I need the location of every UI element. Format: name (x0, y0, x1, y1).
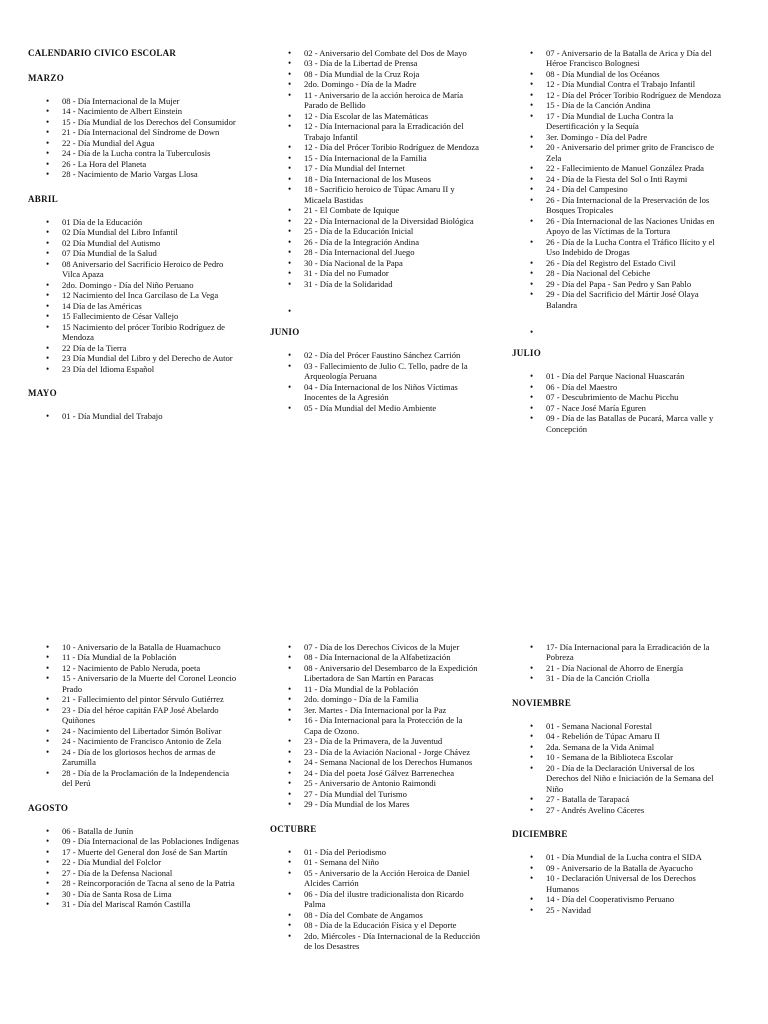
list-item: • 28 - Día Internacional del Juego (270, 247, 482, 257)
list-item: • 30 - Día de Santa Rosa de Lima (28, 889, 240, 899)
list-item: • 01 - Día del Periodismo (270, 847, 482, 857)
list-item: • 07 - Aniversario de la Batalla de Arica y Día del Héroe Francisco Bolognesi (512, 48, 722, 69)
list-item: • 2do. domingo - Día de la Familia (270, 694, 482, 704)
list-item: • 28 - Día Nacional del Cebiche (512, 268, 722, 278)
event-list-julio (512, 371, 722, 434)
list-item: • 27 - Andrés Avelino Cáceres (512, 805, 722, 815)
list-item: • 31 - Día del no Fumador (270, 268, 482, 278)
list-item: • 29 - Día del Papa - San Pedro y San Pablo (512, 279, 722, 289)
empty-list-item (270, 289, 482, 317)
list-item: • 24 - Día de la Lucha contra la Tuberculosis (28, 148, 240, 158)
list-item: • 14 - Día del Cooperativismo Peruano (512, 894, 722, 904)
list-item: • 3er. Martes - Día Internacional por la Paz (270, 705, 482, 715)
list-item: • 24 - Día del poeta José Gálvez Barrenechea (270, 768, 482, 778)
list-item: • 12 - Día del Prócer Toribio Rodríguez de Mendoza (512, 90, 722, 100)
list-item: • 24 - Día de los gloriosos hechos de armas de Zarumilla (28, 747, 240, 768)
month-heading-abril: ABRIL (28, 193, 59, 204)
list-item: • 22 Día de la Tierra (28, 343, 240, 353)
list-item: • 27 - Batalla de Tarapacá (512, 794, 722, 804)
month-heading-marzo: MARZO (28, 72, 64, 83)
list-item: • 06 - Batalla de Junín (28, 826, 240, 836)
list-item: • 10 - Semana de la Biblioteca Escolar (512, 752, 722, 762)
list-item: • 01 Día de la Educación (28, 217, 240, 227)
column-2 (270, 48, 482, 413)
list-item: • 17 - Día Mundial del Internet (270, 163, 482, 173)
list-item: • 15 - Día Mundial de los Derechos del Consumidor (28, 117, 240, 127)
list-item: • 28 - Día de la Proclamación de la Independencia del Perú (28, 768, 240, 789)
list-item: • 29 - Día Mundial de los Mares (270, 799, 482, 809)
month-heading-junio: JUNIO (270, 327, 300, 338)
list-item: • 05 - Aniversario de la Acción Heroica de Daniel Alcides Carrión (270, 868, 482, 889)
list-item: • 20 - Aniversario del primer grito de Francisco de Zela (512, 142, 722, 163)
list-item: • 23 - Día del héroe capitán FAP José Abelardo Quiñones (28, 705, 240, 726)
column-3 (512, 48, 722, 434)
list-item: • 21 - El Combate de Iquique (270, 205, 482, 215)
list-item: • 04 - Rebelión de Túpac Amaru II (512, 731, 722, 741)
list-item: • 21 - Fallecimiento del pintor Sérvulo Gutiérrez (28, 694, 240, 704)
list-item: • 24 - Nacimiento de Francisco Antonio de Zela (28, 736, 240, 746)
list-item: • 22 - Día Mundial del Agua (28, 138, 240, 148)
event-list-septiembre (270, 642, 482, 810)
list-item: • 23 - Día de la Aviación Nacional - Jorge Chávez (270, 747, 482, 757)
list-item: • 08 - Día del Combate de Angamos (270, 910, 482, 920)
list-item: • 24 - Día del Campesino (512, 184, 722, 194)
list-item: • 02 Día Mundial del Autismo (28, 238, 240, 248)
list-item: • 26 - Día Internacional de las Naciones Unidas en Apoyo de las Víctimas de la Tortura (512, 216, 722, 237)
column-6 (512, 642, 722, 915)
month-heading-julio: JULIO (512, 348, 542, 359)
event-list-marzo (28, 96, 240, 180)
list-item: • 12 - Día del Prócer Toribio Rodríguez de Mendoza (270, 142, 482, 152)
list-item: • 23 - Día de la Primavera, de la Juventud (270, 736, 482, 746)
column-4 (28, 642, 240, 910)
list-item: • 21 - Día Internacional del Síndrome de Down (28, 127, 240, 137)
column-5 (270, 642, 482, 1024)
list-item: • 01 - Día del Parque Nacional Huascarán (512, 371, 722, 381)
list-item: • 29 - Día del Sacrificio del Mártir José Olaya Balandra (512, 289, 722, 310)
event-list-mayo (28, 411, 240, 421)
list-item: • 12 Nacimiento del Inca Garcilaso de La Vega (28, 290, 240, 300)
month-heading-agosto: AGOSTO (28, 802, 69, 813)
list-item: • 27 - Día Mundial del Turismo (270, 789, 482, 799)
list-item: • 07 - Nace José María Eguren (512, 403, 722, 413)
list-item: • 28 - Reincorporación de Tacna al seno de la Patria (28, 878, 240, 888)
document-title: CALENDARIO CIVICO ESCOLAR (28, 48, 177, 58)
list-item: • 2da. Semana de la Vida Animal (512, 742, 722, 752)
list-item: • 25 - Aniversario de Antonio Raimondi (270, 778, 482, 788)
month-heading-mayo: MAYO (28, 388, 57, 399)
list-item: • 17- Día Internacional para la Erradicación de la Pobreza (512, 642, 722, 663)
list-item: • 28 - Nacimiento de Mario Vargas Llosa (28, 169, 240, 179)
list-item: • 15 - Aniversario de la Muerte del Coronel Leoncio Prado (28, 673, 240, 694)
list-item: • 01 - Semana Nacional Forestal (512, 721, 722, 731)
list-item: • 15 Fallecimiento de César Vallejo (28, 311, 240, 321)
list-item: • 11 - Día Mundial de la Población (270, 684, 482, 694)
list-item: • 08 - Día Internacional de la Mujer (28, 96, 240, 106)
list-item: • 04 - Día Internacional de los Niños Víctimas Inocentes de la Agresión (270, 382, 482, 403)
month-heading-noviembre: NOVIEMBRE (512, 697, 572, 708)
list-item: • 09 - Día Internacional de las Poblaciones Indígenas (28, 836, 240, 846)
list-item: • 24 - Día de la Fiesta del Sol o Inti Raymi (512, 174, 722, 184)
list-item: • 08 - Día Mundial de los Océanos (512, 69, 722, 79)
event-list-octubre-continued (512, 642, 722, 684)
list-item: • 2do. Domingo - Día del Niño Peruano (28, 280, 240, 290)
list-item: • 07 - Descubrimiento de Machu Picchu (512, 392, 722, 402)
event-list-diciembre (512, 852, 722, 915)
list-item: • 18 - Día Internacional de los Museos (270, 174, 482, 184)
list-item: • 22 - Día Mundial del Folclor (28, 857, 240, 867)
list-item: • 06 - Día del Maestro (512, 382, 722, 392)
event-list-abril (28, 217, 240, 374)
list-item: • 10 - Declaración Universal de los Derechos Humanos (512, 873, 722, 894)
event-list-agosto (28, 826, 240, 910)
list-item: • 14 - Nacimiento de Albert Einstein (28, 106, 240, 116)
list-item: • 03 - Día de la Libertad de Prensa (270, 58, 482, 68)
list-item: • 01 - Día Mundial de la Lucha contra el SIDA (512, 852, 722, 862)
list-item: • 08 - Aniversario del Desembarco de la Expedición Libertadora de San Martín en Paracas (270, 663, 482, 684)
list-item: • 21 - Día Nacional de Ahorro de Energía (512, 663, 722, 673)
list-item: • 02 Día Mundial del Libro Infantil (28, 227, 240, 237)
event-list-junio-continued (512, 48, 722, 310)
list-item: • 25 - Día de la Educación Inicial (270, 226, 482, 236)
list-item: • 16 - Día Internacional para la Protección de la Capa de Ozono. (270, 715, 482, 736)
list-item: • 12 - Día Escolar de las Matemáticas (270, 111, 482, 121)
list-item: • 05 - Día Mundial del Medio Ambiente (270, 403, 482, 413)
list-item: • 07 - Día de los Derechos Cívicos de la Mujer (270, 642, 482, 652)
list-item: • 27 - Día de la Defensa Nacional (28, 868, 240, 878)
list-item: • 31 - Día de la Canción Criolla (512, 673, 722, 683)
list-item: • 02 - Día del Prócer Faustino Sánchez Carrión (270, 350, 482, 360)
month-heading-diciembre: DICIEMBRE (512, 829, 568, 840)
list-item: • 2do. Domingo - Día de la Madre (270, 79, 482, 89)
list-item: • 26 - Día de la Integración Andina (270, 237, 482, 247)
list-item: • 22 - Fallecimiento de Manuel González Prada (512, 163, 722, 173)
list-item: • 22 - Día Internacional de la Diversidad Biológica (270, 216, 482, 226)
list-item: • 08 - Día Internacional de la Alfabetización (270, 652, 482, 662)
list-item: • 20 - Día de la Declaración Universal de los Derechos del Niño e Iniciación de la Semana del Niño (512, 763, 722, 794)
list-item: • 11 - Aniversario de la acción heroica de María Parado de Bellido (270, 90, 482, 111)
list-item: • 09 - Día de las Batallas de Pucará, Marca valle y Concepción (512, 413, 722, 434)
list-item: • 25 - Navidad (512, 905, 722, 915)
event-list-mayo-continued (270, 48, 482, 289)
list-item: • 08 - Día Mundial de la Cruz Roja (270, 69, 482, 79)
event-list-noviembre (512, 721, 722, 815)
list-item: • 3er. Domingo - Día del Padre (512, 132, 722, 142)
event-list-junio (270, 350, 482, 413)
list-item: • 12 - Día Internacional para la Erradicación del Trabajo Infantil (270, 121, 482, 142)
list-item: • 12 - Día Mundial Contra el Trabajo Infantil (512, 79, 722, 89)
list-item: • 26 - La Hora del Planeta (28, 159, 240, 169)
list-item: • 24 - Semana Nacional de los Derechos Humanos (270, 757, 482, 767)
list-item: • 15 - Día de la Canción Andina (512, 100, 722, 110)
list-item: • 01 - Semana del Niño (270, 857, 482, 867)
list-item: • 17 - Día Mundial de Lucha Contra la Desertificación y la Sequía (512, 111, 722, 132)
event-list-julio-continued (28, 642, 240, 789)
list-item: • 11 - Día Mundial de la Población (28, 652, 240, 662)
list-item: • 08 Aniversario del Sacrificio Heroico de Pedro Vilca Apaza (28, 259, 240, 280)
list-item: • 31 - Día del Mariscal Ramón Castilla (28, 899, 240, 909)
list-item: • 15 Nacimiento del prócer Toribio Rodríguez de Mendoza (28, 322, 240, 343)
list-item: • 17 - Muerte del General don José de San Martín (28, 847, 240, 857)
list-item: • 01 - Día Mundial del Trabajo (28, 411, 240, 421)
list-item: • 06 - Día del ilustre tradicionalista don Ricardo Palma (270, 889, 482, 910)
list-item: • 02 - Aniversario del Combate del Dos de Mayo (270, 48, 482, 58)
list-item: • 23 Día Mundial del Libro y del Derecho de Autor (28, 353, 240, 363)
list-item: • 31 - Día de la Solidaridad (270, 279, 482, 289)
list-item: • 12 - Nacimiento de Pablo Neruda, poeta (28, 663, 240, 673)
list-item: • 26 - Día Internacional de la Preservación de los Bosques Tropicales (512, 195, 722, 216)
month-heading-octubre: OCTUBRE (270, 823, 317, 834)
column-1 (28, 48, 240, 422)
empty-list-item (512, 310, 722, 338)
list-item: • 2do. Miércoles - Día Internacional de la Reducción de los Desastres (270, 931, 482, 952)
list-item: • 03 - Fallecimiento de Julio C. Tello, padre de la Arqueología Peruana (270, 361, 482, 382)
list-item: • 24 - Nacimiento del Libertador Simón Bolívar (28, 726, 240, 736)
list-item: • 10 - Aniversario de la Batalla de Huamachuco (28, 642, 240, 652)
list-item: • 26 - Día del Registro del Estado Civil (512, 258, 722, 268)
list-item: • 18 - Sacrificio heroico de Túpac Amaru II y Micaela Bastidas (270, 184, 482, 205)
list-item: • 26 - Día de la Lucha Contra el Tráfico Ilícito y el Uso Indebido de Drogas (512, 237, 722, 258)
list-item: • 15 - Día Internacional de la Familia (270, 153, 482, 163)
list-item: • 14 Día de las Américas (28, 301, 240, 311)
list-item: • 08 - Día de la Educación Física y el Deporte (270, 920, 482, 930)
list-item: • 09 - Aniversario de la Batalla de Ayacucho (512, 863, 722, 873)
list-item: • 30 - Día Nacional de la Papa (270, 258, 482, 268)
list-item: • 23 Día del Idioma Español (28, 364, 240, 374)
list-item: • 07 Día Mundial de la Salud (28, 248, 240, 258)
event-list-octubre (270, 847, 482, 952)
